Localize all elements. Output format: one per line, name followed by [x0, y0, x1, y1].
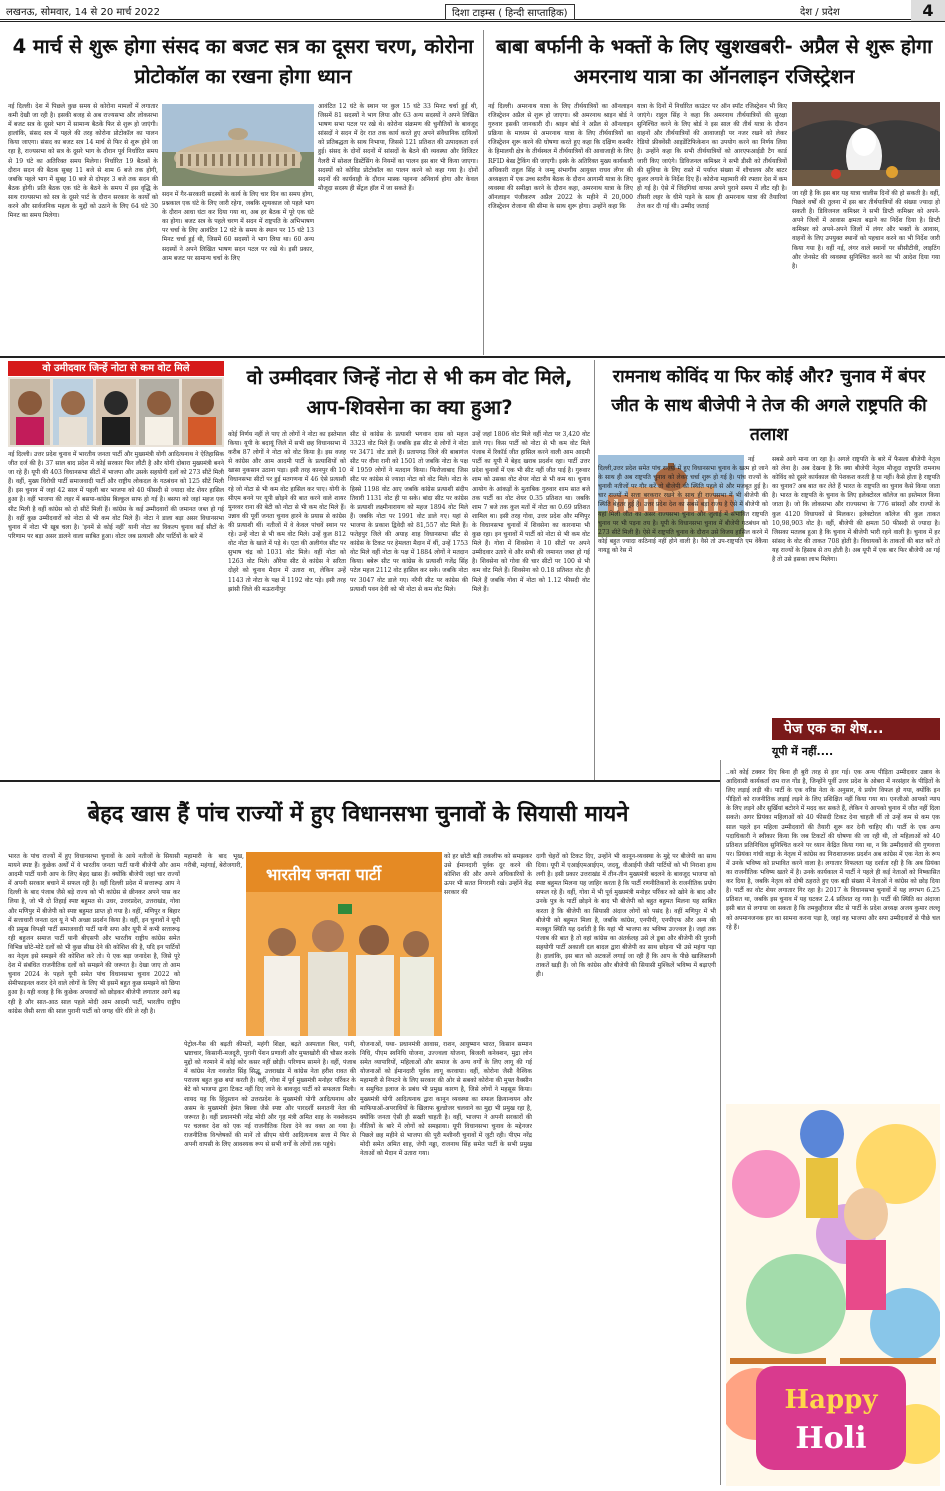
story5-col3: योजनाओं, यथा- प्रधानमंत्री आवास, राशन, आयुष्मान भारत, किसान सम्मान निधि, पीएम स्वनिधि योजना, उज्ज्वला योजना, बिजली कनेक्शन, मुद्रा लोन समेत व्यापारियों, महिलाओं और समाज के अन्य वर्गों के लिए लागू की गई योजनाओं को ईमानदारी पूर्वक लागू करवाया। वहीं, कोरोना जैसी वैश्विक महामारी से निपटने के लिए सरकार की ओर से सबको कोरोना की मुफ्त वैक्सीन व समुचित इलाज के प्रबंध भी प्रमुख कारण है, जिसे लोगों ने महसूस किया। मुख्यमंत्री योगी आदित्यनाथ द्वारा कानून व्यवस्था का सफल क्रियान्वयन और माफियाओं-अपराधियों के खिलाफ बुल्डोजर चलवाने का मुद्दा भी प्रमुख रहा है, क्योंकि जनता ऐसी ही सख्ती चाहती है। वहीं, भाजपा ने अपनी सरकारों की नीतियों के बारे में लोगों को समझाया। यूपी विधानसभा चुनाव के मद्देनजर पिछले छह महीने से भाजपा की पूरी मशीनरी चुनावों में जुटी रही। पीएम नरेंद्र मोदी समेत अमित शाह, जेपी नड्डा, राजनाथ सिंह समेत पार्टी के सभी प्रमुख नेताओं को मैदान में उतारा गया।: [360, 1041, 532, 1158]
holi-text: Holi: [795, 1421, 867, 1456]
story4-col1: नई दिल्ली,उत्तर प्रदेश समेत पांच राज्यों में हुए विधानसभा चुनाव के खत्म हो जाने के साथ ही अब राष्ट्रपति चुनाव को लेकर चर्चा शुरू हो गई है। पांच राज्यों के चुनावी नतीजों पर गौर करें तो बीजेपी की स्थिति पहले से और मजबूत हुई है। चार राज्यों में सत्ता बरकरार रखने के साथ ही राज्यसभा में भी बीजेपी की स्थिति बेहतर हुई है। उत्तर प्रदेश देश का सबसे बड़ा राज्य है ऐसे में बीजेपी को यहां मिली जीत का असर राज्यसभा चुनाव और जुलाई में संभावित राष्ट्रपति चुनाव पर भी पड़ना तय है। यूपी के विधानसभा चुनाव में बीजेपी गठबंधन को 273 सीटें मिली हैं। ऐसे में राष्ट्रपति चुनाव के दौरान उसे विजय हासिल करने में कोई बहुत ज्यादा कठिनाई नहीं होने वाली है। वैसे तो उप-राष्ट्रपति एम वेंकैया नायडू को रेस में: [598, 456, 768, 554]
column-rule: [720, 760, 721, 1485]
story4-col2: सबसे आगे माना जा रहा है। अगले राष्ट्रपति के बारे में फैसला बीजेपी नेतृत्व को लेना है। अब देखना है कि क्या बीजेपी नेतृत्व मौजूदा राष्ट्रपति रामनाथ कोविंद को दूसरे कार्यकाल की पेशकश करती है या नहीं। कैसे होता है राष्ट्रपति का चुनाव? अब बात कर लेते हैं भारत के राष्ट्रपति का चुनाव कैसे किया जाता है। भारत के राष्ट्रपति के चुनाव के लिए इलेक्टोरल कॉलेज का इस्तेमाल किया जाता है। जो कि लोकसभा और राज्यसभा के 776 सांसदों और राज्यों के कुल 4120 विधायकों से मिलकर। इलेक्टोरल कॉलेज की कुल ताकत 10,98,903 वोट है। वहीं, बीजेपी की क्षमता 50 फीसदी से ज्यादा है। जिसका मतलब हुआ है कि चुनाव में बीजेपी भारी रहने वाली है। चुनाव में हर सांसद के वोट की ताकत 708 होती है। विधायकों के ताकतों की बात करें तो यह राज्यों के हिसाब से तय होती है। अब यूपी में एक बार फिर बीजेपी आ गई है तो उसे इसका लाभ मिलेगा।: [772, 456, 940, 564]
amarnath-photo: [792, 102, 940, 186]
story5-col3-top: [444, 852, 532, 1036]
story5-headline: बेहद खास हैं पांच राज्यों में हुए विधानसभा चुनावों के सियासी मायने: [87, 802, 629, 827]
story4-headline: रामनाथ कोविंद या फिर कोई और? चुनाव में बंपर जीत के साथ बीजेपी ने तेज की अगले राष्ट्रपति की तलाश: [611, 367, 927, 445]
story5-col2: पेट्रोल-गैस की बढ़ती कीमतों, महंगी शिक्षा, बढ़ते अस्पताल बिल, पानी, भ्रष्टाचार, किसानी-मजदूरी, पुरानी पेंशन प्रणाली और मुफ्तखोरी की चौसर करके मुद्दों को गरमाने में कोई कोर कसर नहीं छोड़ी। परिणाम सामने है। वहीं, पंजाब में कांग्रेस नेता नवजोत सिंह सिद्धू, उत्तराखंड में कांग्रेस नेता हरीश रावत की पराजय बहुत कुछ बयां करती है। वहीं, गोवा में पूर्व मुख्यमंत्री मनोहर पर्रिकर के बेटे को भाजपा द्वारा टिकट नहीं दिए जाने के बावजूद पार्टी को सफलता मिली। शायद यह कि हिंदुस्तान को उत्तरप्रदेश के मुख्यमंत्री योगी आदित्यनाथ और असम के मुख्यमंत्री हेमंत बिस्वा जैसे स्पष्ट और पारदर्शी सनातनी नेता की जरूरत है। वहीं प्रधानमंत्री नरेंद्र मोदी और गृह मंत्री अमित शाह के नक्शेकदम पर चलकर देश को एक नई राजनीतिक दिशा देने का वक्त आ गया है। राजनीतिक विश्लेषकों की मानें तो सीएम योगी आदित्यनाथ सत्ता में फिर से अपनी वापसी के लिए आवश्यक रूप से सभी वर्गों के लोगों तक पहुंचे।: [184, 1041, 356, 1149]
section-label: देश / प्रदेश: [800, 7, 840, 18]
section-divider: [0, 356, 945, 358]
happy-text: Happy: [784, 1385, 878, 1415]
story2-col2: यात्रा के दिनों में निर्धारित काउंटर पर ऑन स्पॉट रजिस्ट्रेशन भी किए जाएंगे। राहुल सिंह ने कहा कि अमरनाथ तीर्थयात्रियों की सुरक्षा सुनिश्चित करने के लिए बोर्ड ने इस साल की तीर्थ यात्रा के दौरान वाहनों और तीर्थयात्रियों की आवाजाही पर नजर रखने को लेकर रेडियो फ्रीक्वेंसी आइडेंटिफिकेशन का उपयोग करने का निर्णय लिया है। उन्होंने कहा कि सभी तीर्थयात्रियों को आरएफआईडी टैग कार्ड जारी किए जाएंगे। डिविजनल कमिश्नर ने सभी डीसी को तीर्थयात्रियों की सुविधा के लिए रास्ते में पर्याप्त संख्या में शौचालय और बाटर कूलर लगाने के निर्देश दिए हैं। कोरोना महामारी की रफ्तार देश में कम हो गई है। ऐसे में जिंदगियां वापस अपने पुराने समय में लौट रही है। तीसरी लहर के धीमे पड़ने के साथ ही अमरनाथ यात्रा की तैयारियां तेज कर दी गई थी। उम्मीद जताई: [637, 103, 787, 211]
parliament-building-image: [162, 104, 314, 186]
holi-illustration: [726, 1104, 940, 1486]
candidate-portraits-strip: [8, 377, 224, 447]
story1-col1: नई दिल्ली। देश में पिछले कुछ समय से कोरोना मामलों में लगातार कमी देखी जा रही है। इसकी बजह से अब राज्यसभा और लोकसभा में बजट सत्र के दूसरे भाग में सामान्य बैठकें फिर से शुरू हो जाएंगी। हालांकि, संसद सत्र में पहले की तरह कोरोना प्रोटोकॉल का पालन किया जाएगा। संसद का बजट सत्र 14 मार्च से फिर से शुरू होने जा रहा है, राज्यसभा को सत्र के दूसरे भाग के दौरान पूर्व निर्धारित समय से 19 घंटे का अतिरिक्त समय मिलेगा। निर्धारित 19 बैठकों के दौरान सदन की बैठक सुबह 11 बजे से शाम 6 बजे तक होगी, जबकि पहले भाग में सुबह 10 बजे से दोपहर 3 बजे तक सदन की बैठक होगी। प्रति बैठक एक घंटे के बैठने के समय में इस वृद्धि के साथ राज्यसभा को सत्र के दूसरे पार्ट के दौरान सरकार के कार्यों को करने और सार्वजनिक महत्व के मुद्दों को उठाने के लिए 64 घंटे 30 मिनट का समय मिलेगा।: [8, 103, 158, 220]
story1-col3: आवंटित 12 घंटे के स्थान पर कुल 15 घंटे 33 मिनट चर्चा हुई थी, जिसमें 81 सदस्यों ने भाग लिया और 63 अन्य सदस्यों ने अपने लिखित भाषण सभा पटल पर रखे थे। कोरोना संक्रमण की चुनौतियों के बावजूद सांसदों ने सदन में देर रात तक कार्य करते हुए अपने संवैधानिक दायित्वों को प्रतिबद्धता के साथ निभाया, जिससे 121 प्रतिशत की उत्पादकता दर्ज हुई। संसद के दोनों सदनों में सांसदों के बैठने की व्यवस्था और विजिटर गैलरी में सोशल डिस्टेंसिंग के नियमों का पालन इस बार भी किया जाएगा। सदस्यों को कोविड प्रोटोकॉल का पालन करने को कहा गया है। दोनों सदनों की कार्यवाही के दौरान मास्क पहनना अनिवार्य होगा और केवल मौजूदा सदस्य ही सेंट्रल हॉल में जा सकते हैं।: [318, 103, 478, 192]
story3-col1: नई दिल्ली। उत्तर प्रदेश चुनाव में भारतीय जनता पार्टी और मुख्यमंत्री योगी आदित्यनाथ ने ऐतिहासिक जीत दर्ज की है। 37 साल बाद प्रदेश में कोई सरकार फिर लौटी है और योगी दोबारा मुख्यमंत्री बनने जा रहे हैं। यूपी की 403 विधानसभा सीटों में भाजपा और उसके सहयोगी दलों को 273 सीटें मिली हैं। वहीं, मुख्य विरोधी पार्टी समाजवादी पार्टी और राष्ट्रीय लोकदल के गठबंधन को 125 सीटें मिली हैं। इस चुनाव में जहां 42 साल में पहली बार भाजपा को 40 फीसदी से ज्यादा वोट शेयर हासिल हुआ है। वहीं भाजपा की लहर में बसपा-कांग्रेस बिल्कुल साफ हो गई है। बसपा को जहां महज एक सीट मिली है वहीं कांग्रेस को दो सीटें मिली हैं। कांग्रेस के कई उम्मीदवारों की जमानत जब्त हो गई है। वहीं कुछ उम्मीदवारों को नोटा से भी कम वोट मिले हैं। नोटा ने डाला बड़ा असर विधानसभा चुनाव में नोटा भी खूब चला है। 'इनमें से कोई नहीं' यानी नोटा का विकल्प चुनाव कई सीटों के परिणाम पर बड़ा असर डालने वाला साबित हुआ। वोटर जब प्रत्याशी और पार्टियों के बारे में: [8, 451, 224, 540]
bjp-banner-text: भारतीय जनता पार्टी: [266, 865, 382, 884]
masthead: [0, 0, 945, 22]
candidate-photos: [8, 377, 224, 447]
story2-col1: नई दिल्ली। अमरनाथ यात्रा के लिए तीर्थयात्रियों का ऑनलाइन रजिस्ट्रेशन अप्रैल से शुरू हो जाएगा। श्री अमरनाथ श्राइन बोर्ड ने गुरुवार इसकी जानकारी दी। श्राइन बोर्ड ने अप्रैल से ऑनलाइन प्रक्रिया के माध्यम से अमरनाथ यात्रा के लिए तीर्थयात्रियों का रजिस्ट्रेशन शुरू करने की घोषणा करते हुए कहा कि दक्षिण कश्मीर के हिमालयी क्षेत्र के तीर्थस्थल में तीर्थयात्रियों की आवाजाही के लिए RFID बेस्ड ट्रैकिंग की जाएगी। इस्के के अतिरिक्त मुख्य कार्यकारी अधिकारी राहुल सिंह ने जम्मू संभागीय आयुक्त राघव लँगर की अध्यक्षता में एक उच्च स्तरीय बैठक के दौरान आगामी यात्रा के लिए व्यवस्था की समीक्षा करने के दौरान कहा, अमरनाथ यात्रा के लिए ऑनलाइन पंजीकरण अप्रैल 2022 के महीने में 20,000 रजिस्ट्रेशन रोजाना की सीमा के साथ शुरू होगा। उन्होंने कहा कि: [488, 103, 633, 211]
story3-col4: उन्हें जहां 1806 वोट मिले वहीं नोटा पर 3,420 वोट डाले गए। किस पार्टी को नोटा से भी कम वोट मिले पंजाब में रिकॉर्ड जीत हासिल करने वाली आम आदमी पार्टी का यूपी में बेहद खराब प्रदर्शन रहा। पार्टी उत्तर प्रदेश चुनावों में एक भी सीट नहीं जीत पाई है। गुरुवार शाम को उसका वोट शेयर नोटा से भी कम था। चुनाव आयोग के आंकड़ों के मुताबिक गुरुवार शाम सात बजे तक पार्टी का वोट शेयर 0.35 प्रतिशत था। जबकि शाम 7 बजे तक कुल मतों में नोटा का 0.69 प्रतिशत शामिल था। इसी तरह गोवा, उत्तर प्रदेश और मणिपुर के विधानसभा चुनावों में शिवसेना का कारनामा भी कुछ रहा। इन चुनावों में पार्टी को नोटा से भी कम वोट मिले हैं। गोवा में शिवसेना ने 10 सीटों पर अपने उम्मीदवार उतारे थे और सभी की जमानत जब्त हो गई है। शिवसेना को गोवा की चार सीटों पर 100 से भी कम वोट मिले हैं। शिवसेना को 0.18 प्रतिशत वोट ही मिले हैं जबकि गोवा में नोटा को 1.12 फीसदी वोट मिले हैं।: [472, 431, 590, 593]
section-divider: [0, 780, 720, 782]
continued-body: ..को कोई टक्कर दिए बिना ही बुरी तरह से हार गई। एक अन्य पीड़िता उम्मीदवार उन्नाव के आदिवासी कार्यकर्ता राम राज गोंड है, जिन्होंने पूर्वी उत्तर प्रदेश के ओबरा में नरसंहार के पीड़ितों के लिए लड़ाई लड़ी थी। पार्टी के एक वरिष्ठ नेता के अनुसार, ये प्रयोग विफल हो गया, क्योंकि इन पीड़ितों को राजनीतिक लड़ाई लड़ने के लिए प्रशिक्षित नहीं किया गया था। एनजीओ आपको न्याय के लिए लड़ने और सुर्खियां बटोरने में मदद कर सकते हैं, लेकिन ये आपको चुनाव में जीत नहीं दिला सकते। अगर प्रियंका महिलाओं को 40 फीसदी टिकट देना चाहती थीं तो उन्हें कम से कम एक साल पहले इन महिला उम्मीदवारों की तैयारी शुरू कर देनी चाहिए थी। पार्टी के एक अन्य पदाधिकारी ने स्वीकार किया कि जब टिकटों की घोषणा की जा रही थी, तो महिलाओं को 40 प्रतिशत प्रतिनिधित्व सुनिश्चित करने पर ध्यान केंद्रित किया गया था, न कि उम्मीदवारों की गुणवत्ता पर। प्रियंका गांधी वाड्रा के नेतृत्व में कांग्रेस का निराशाजनक प्रदर्शन अब कांग्रेस में एक नेता के रूप में उनके भविष्य को प्रभावित करने वाला है। लगातार विफलता यह दर्शाता रही है कि अब प्रियंका का राजनीतिक भविष्य खतरे में है। उनके कार्यकाल में पार्टी ने पहले ही कई नेताओं को निष्कासित कर दिया है, जबकि नेतृत्व को दोषी ठहराते हुए एक बड़ी संख्या में नेताओं ने कांग्रेस को छोड़ दिया है। पार्टी का वोट शेयर लगातार गिर रहा है। 2017 के विधानसभा चुनावों में यह लगभग 6.25 प्रतिशत था, जबकि इस चुनाव में यह घटकर 2.4 प्रतिशत रह गया है। पार्टी की स्थिति का अंदाजा इसी बात से लगाया जा सकता है कि तमकुहीराज सीट से पार्टी के प्रदेश अध्यक्ष अजय कुमार लल्लू को अपमानजनक हार का सामना करना पड़ा है, जहां वह भाजपा और सपा उम्मीदवारों से पीछे चल रहे हैं।: [726, 769, 940, 931]
story3-col3: सीट से कांग्रेस के प्रत्याशी भगवान दास को महज 3323 वोट मिले हैं। जबकि इस सीट से लोगों ने नोटा पर 3471 वोट डाले हैं। प्रतापगढ़ जिले की बाबागंज सीट पर वीना रानी को 1501 तो जबकि नोटा के पक्ष में 1959 लोगों ने मतदान किया। फिरोजाबाद जिस सीट पर कांग्रेस से ज्यादा नोटा को वोट मिले। नोटा के हिस्से 1198 वोट आए जबकि कांग्रेस प्रत्याशी संदीप तिवारी 1131 वोट ही पा सके। बांदा सीट पर कांग्रेस के प्रत्याशी लक्ष्मीनारायण को महज 1894 वोट मिले हैं। जबकि नोटा पर 1991 वोट डाले गए। यहां से भाजपा के प्रकाश द्विवेदी को 81,557 वोट मिले हैं। फतेहपुर जिले की अयाह शाह विधानसभा सीट से कांग्रेस के टिकट पर हेमलता मैदान में थीं, उन्हें 1753 वोट मिले वहीं नोटा के पक्ष में 1884 लोगों ने मतदान किया। बबेरू सीट पर कांग्रेस के प्रत्याशी गजेंद्र सिंह पटेल महज 2112 वोट हासिल कर सके। जबकि नोटा पर 3047 वोट डाले गए। नरैनी सीट पर कांग्रेस की प्रत्याशी पवन देवी को भी नोटा से कम वोट मिले।: [350, 431, 468, 593]
bjp-leaders-photo: [246, 852, 442, 1036]
bjp-leaders-image: [246, 852, 442, 1036]
story3-col2: कोई निर्णय नहीं ले पाए तो लोगों ने नोटा का इस्तेमाल किया। यूपी के बदायूं जिले में सभी छह विधानसभा में करीब 87 लोगों ने नोटा को वोट किया है। इस वजह से कांग्रेस और आम आदमी पार्टी के प्रत्याशियों को खासा नुकसान उठाना पड़ा। इसी तरह कानपुर की 10 विधानसभा सीटों पर हुई मतगणना में 46 ऐसे प्रत्याशी रहे जो नोटा से भी कम वोट हासिल कर पाए। योगी के सीएम बनने पर यूपी छोड़ने की बात करने वाले शायर मुनव्वर राना की बेटी को नोटा से भी कम वोट मिले हैं। उन्नाव की पूर्वी जनता चुनाव हारने के प्रयास से कांग्रेस की प्रत्याशी थीं। नतीजों में वे केवल पांचवें स्थान पर रहे। उन्हें नोटा से भी कम वोट मिले। उन्हें कुल 812 वोट नोटा के खाते में पड़े थे। एटा की अलीगंज सीट पर सुभाष चंद्र को 1031 वोट मिले। वहीं नोटा को 1263 वोट मिले। औरेया सीट से कांग्रेस ने सरिता दोहरे को चुनाव मैदान में उतारा था, लेकिन उन्हें 1143 तो नोटा के पक्ष में 1192 वोट पड़े। इसी तरह झांसी जिले की मऊरानीपुर: [228, 431, 346, 593]
page-one-continued-banner: पेज एक का शेष...: [772, 718, 940, 740]
story5-col4: दागी चेहरों को टिकट दिए, उन्होंने भी कानून-व्यवस्था के मुद्दे पर बीजेपी का साथ दिया। यूपी में एआईएमआईएम, जदयू, वीआईपी जैसी पार्टियों को भी निराशा हाथ लगी है। इसी प्रकार उत्तराखंड में तीन-तीन मुख्यमंत्री बदलने के बावजूद भाजपा को स्पष्ट बहुमत मिलना यह जाहिर करता है कि पार्टी रणनीतिकारों के राजनीतिक प्रयोग सफल रहे हैं। वहीं, गोवा में भी पूर्व मुख्यमंत्री मनोहर पर्रिकर को खोने के बाद और उनके पुत्र के पार्टी छोड़ने के बाद भी बीजेपी को बहुत बहुमत मिलना यह साबित करता है कि बीजेपी का सियासी अंदाज लोगों को पसंद है। वहीं मणिपुर में भी बीजेपी को बहुमत मिला है, जबकि कांग्रेस, एनपीपी, एनपीएफ और अन्य की मजबूत स्थिति यह दर्शाती है कि यहां भी भाजपा का भविष्य उज्ज्वल है। जहां तक पंजाब की बात है तो वहां कांग्रेस का अंतर्कलह उसे ले डूबा और बीजेपी की पुरानी सहयोगी पार्टी अकाली दल बादल द्वारा बीजेपी का साथ छोड़ना भी उसे महंगा पड़ा है। हालांकि, इस बात को अटकलें लगाई जा रही हैं कि आप के पीछे खालिस्तानी ताकतें खड़ी हैं। जो कि कांग्रेस और बीजेपी की सियासी मुश्किलें भविष्य में बढ़ाएगी ही।: [536, 853, 716, 979]
story3-headline: वो उम्मीदवार जिन्हें नोटा से भी कम वोट मिले, आप-शिवसेना का क्या हुआ?: [246, 366, 573, 419]
story2-headline: बाबा बर्फानी के भक्तों के लिए खुशखबरी- अप्रैल से शुरू होगा अमरनाथ यात्रा का ऑनलाइन रजिस्ट्रेशन: [495, 35, 933, 88]
shivling-cave-image: [792, 102, 940, 186]
page-number: 4: [911, 0, 945, 21]
story1-col2: सदन में गैर-सरकारी सदस्यों के कार्य के लिए चार दिन का समय होगा, प्रश्नकाल एक घंटे के लिए जारी रहेगा, जबकि शून्यकाल जो पहले भाग के दौरान आधा घंटा कर दिया गया था, अब हर बैठक में पूरे एक घंटे का होगा। बजट सत्र के पहले चरण में सदन में राष्ट्रपति के अभिभाषण पर चर्चा के लिए आवंटित 12 घंटे के समय के स्थान पर 15 घंटे 13 मिनट चर्चा हुई थी, जिसमें 60 सदस्यों ने भाग लिया था। 60 अन्य सदस्यों ने अपने लिखित भाषण सदन पटल पर रखे थे। इसी प्रकार, आम बजट पर सामान्य चर्चा के लिए: [162, 191, 314, 262]
story2-col3: जा रही है कि इस बार यह यात्रा चालीस दिनों की हो सकती है। वहीं, पिछले वर्षों की तुलना में इस बार तीर्थयात्रियों की संख्या ज्यादा हो सकती है। डिविजनल कमिश्नर ने सभी डिप्टी कमिश्नर को अपने-अपने जिलों में आवास क्षमता बढ़ाने का निर्देश दिया है। डिप्टी कमिश्नर को अपने-अपने जिलों में लंगर और भक्तों के आवास, वाहनों के लिए उपयुक्त स्थानों को पहचान करने का भी निर्देश जारी किया गया है। वहीं नई, लंगर वाले स्थानों पर सीसीटीवी, लाइटिंग और जेनसेट की व्यवस्था सुनिश्चित करने का भी आदेश दिया गया है।: [792, 190, 940, 270]
nota-strip-title: वो उमीदवार जिन्हें नोटा से कम वोट मिले: [8, 361, 224, 376]
parliament-photo: [162, 104, 314, 186]
story5-col2-intro: महामारी के बाद भूख, गरीबी, महंगाई, बेरोजगारी,: [184, 853, 244, 870]
column-rule: [483, 30, 484, 355]
continued-subhead: यूपी में नहीं....: [772, 745, 834, 758]
story5-col1: भारत के पांच राज्यों में हुए विधानसभा चुनावों के आये नतीजों के सियासी मायने स्पष्ट हैं। कुछेक अर्थों में ये भारतीय जनता पार्टी यानी बीजेपी और आम आदमी पार्टी यानी आप के लिए बेहद खास हैं। क्योंकि बीजेपी जहां चार राज्यों में अपनी सरकार बचाने में सफल रही है। वहीं दिल्ली प्रदेश में सत्तारूढ़ आप ने दिल्ली के बाद पंजाब जैसे बड़े राज्य को भी कांग्रेस से छीनकर अपने पास कर लिया है, जो भी दो तिहाई स्पष्ट बहुमत से। उधर, उत्तरप्रदेश, उत्तराखंड, गोवा और मणिपुर में बीजेपी को स्पष्ट बहुमत प्राप्त हो गया है। वहीं, मणिपुर व बिहार में सत्ताधारी जनता दल यू ने भी अच्छा प्रदर्शन किया है। वहीं, इन चुनावों ने यूपी की प्रमुख विपक्षी पार्टी समाजवादी पार्टी यानी सपा और यूपी में कभी सत्तारूढ़ रही बहुजन समाज पार्टी यानी बीएसपी और भारतीय राष्ट्रीय कांग्रेस समेत विभिन्न छोटे-मोटे दलों को भी कुछ सीख देने की कोशिश की है, यदि इन पार्टियों का नेतृत्व इसे समझने की कोशिश करे तो। ये एक बड़ा जनादेश है, जिसे पूरे देश में संबंधित राजनीतिक दलों को समझने की जरूरत है। देखा जाए तो आम चुनाव 2024 के पहले यूपी समेत पांच विधानसभा चुनाव 2022 को सेमीफाइनल करार देने वाले लोगों के लिए भी इसमें बहुत कुछ समझने को छिपा हुआ है। यही वजह है कि कुछेक अपवादों को छोड़कर बीजेपी लगातार आगे बढ़ रही है और सात-आठ साल पहले मोदी आम आदमी पार्टी, भारतीय राष्ट्रीय कांग्रेस जैसी सत्ता की साल पुरानी पार्टी को जगह धीरे धीरे ले रही है।: [8, 853, 180, 1015]
newspaper-name: दिशा टाइम्स ( हिन्दी साप्ताहिक): [445, 4, 575, 20]
column-rule: [594, 360, 595, 780]
issue-date: लखनऊ, सोमवार, 14 से 20 मार्च 2022: [6, 7, 160, 18]
story5-col2-top: [184, 852, 244, 1027]
story1-headline: 4 मार्च से शुरू होगा संसद का बजट सत्र का दूसरा चरण, कोरोना प्रोटोकॉल का रखना होगा ध्यान: [12, 35, 474, 88]
holi-greeting-ad: [726, 1104, 940, 1486]
story5-col3-intro: को हर छोटी बड़ी तकलीफ को समझकर उसे ईमानदारी पूर्वक दूर करने की कोशिश की और अपने अधिकारियों के ऊपर भी सतत निगरानी रखे। उन्होंने केंद्र सरकार की: [444, 853, 532, 897]
